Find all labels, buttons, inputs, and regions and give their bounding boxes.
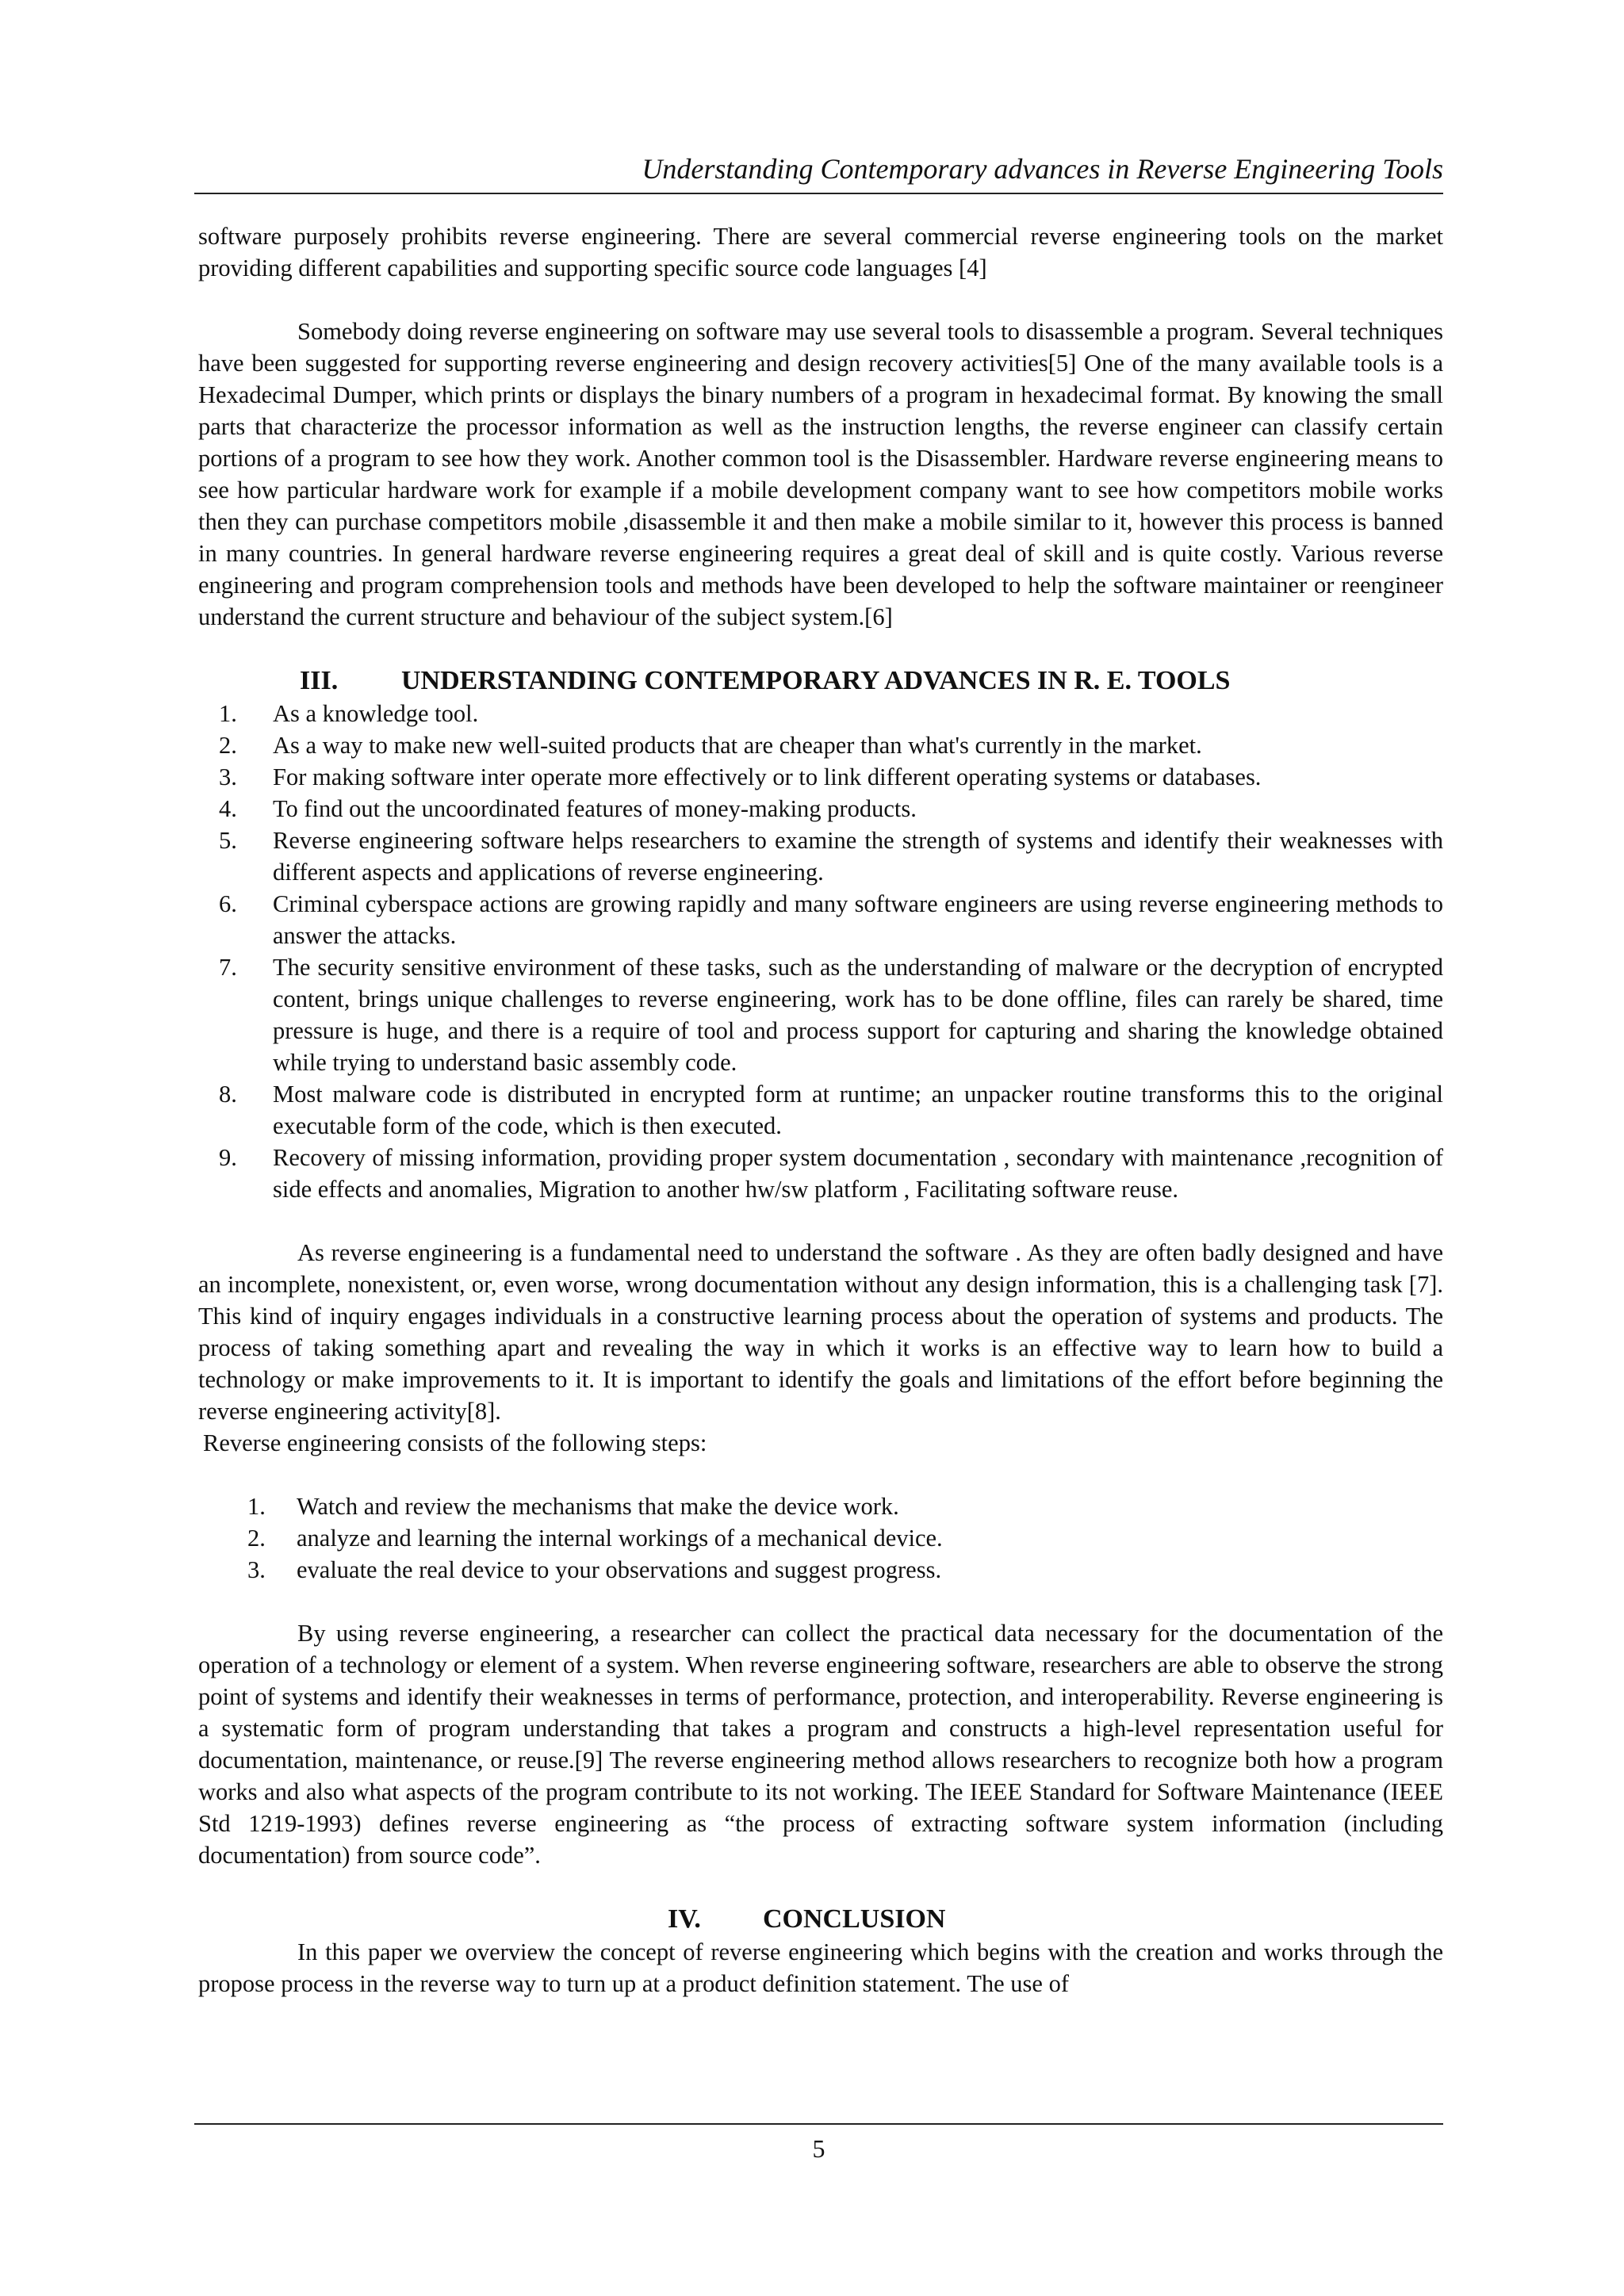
paragraph-steps-intro: Reverse engineering consists of the following steps:: [203, 1429, 707, 1456]
section-heading-4: [198, 1903, 1443, 1936]
list-item: [198, 1078, 1443, 1142]
running-header: Understanding Contemporary advances in Reverse Engineering Tools: [642, 153, 1443, 185]
list-number: 4.: [219, 795, 237, 822]
list-text: Recovery of missing information, providing proper system documentation , secondary with maintenance ,recognition of side effects and anomalies, Migration to another hw/sw platform , Facilitating software reuse.: [273, 1144, 1443, 1203]
paragraph-conclusion: In this paper we overview the concept of reverse engineering which begins with the creation and works through the propose process in the reverse way to turn up at a product definition statement. The use of: [198, 1938, 1443, 1997]
list-number: 3.: [247, 1556, 266, 1583]
list-number: 1.: [219, 700, 237, 727]
list-number: 6.: [219, 890, 237, 917]
list-text: As a way to make new well-suited products that are cheaper than what's currently in the market.: [273, 732, 1202, 759]
section-number: III.: [300, 666, 339, 695]
footer-rule: [194, 2123, 1443, 2125]
list-item: [198, 951, 1443, 1078]
list-text: Criminal cyberspace actions are growing rapidly and many software engineers are using reverse engineering methods to answer the attacks.: [273, 890, 1443, 949]
list-item: [198, 825, 1443, 888]
list-item: [198, 1142, 1443, 1205]
list-item: [198, 1522, 1443, 1554]
list-text: As a knowledge tool.: [273, 700, 479, 727]
list-number: 9.: [219, 1144, 237, 1171]
list-item: [198, 729, 1443, 761]
list-text: Reverse engineering software helps researchers to examine the strength of systems and identify their weaknesses with different aspects and applications of reverse engineering.: [273, 827, 1443, 886]
list-text: Most malware code is distributed in encrypted form at runtime; an unpacker routine transforms this to the original executable form of the code, which is then executed.: [273, 1081, 1443, 1139]
list-item: [198, 1554, 1443, 1586]
paragraph-tools: Somebody doing reverse engineering on software may use several tools to disassemble a program. Several techniques have been suggested for supporting reverse engineering and design recovery activities[5] One of the many available tools is a Hexadecimal Dumper, which prints or displays the binary numbers of a program in hexadecimal format. By knowing the small parts that characterize the processor information as well as the instruction lengths, the reverse engineer can classify certain portions of a program to see how they work. Another common tool is the Disassembler. Hardware reverse engineering means to see how particular hardware work for example if a mobile development company want to see how competitors mobile works then they can purchase competitors mobile ,disassemble it and then make a mobile similar to it, however this process is banned in many countries. In general hardware reverse engineering requires a great deal of skill and is quite costly. Various reverse engineering and program comprehension tools and methods have been developed to help the software maintainer or reengineer understand the current structure and behaviour of the subject system.[6]: [198, 318, 1443, 630]
list-number: 7.: [219, 954, 237, 981]
list-text: Watch and review the mechanisms that make the device work.: [297, 1493, 899, 1520]
list-number: 1.: [247, 1493, 266, 1520]
list-text: analyze and learning the internal workings of a mechanical device.: [297, 1525, 943, 1552]
list-text: To find out the uncoordinated features of money-making products.: [273, 795, 917, 822]
list-item: [198, 1490, 1443, 1522]
list-item: [198, 698, 1443, 729]
list-number: 2.: [247, 1525, 266, 1552]
section-heading-3: [198, 664, 1443, 698]
list-number: 3.: [219, 763, 237, 790]
section-title: UNDERSTANDING CONTEMPORARY ADVANCES IN R. E. TOOLS: [401, 666, 1231, 695]
page-body: [198, 220, 1443, 1999]
section-title: CONCLUSION: [763, 1904, 946, 1934]
steps-list: [198, 1490, 1443, 1586]
list-item: [198, 793, 1443, 825]
list-text: For making software inter operate more effectively or to link different operating systems or databases.: [273, 763, 1262, 790]
list-number: 2.: [219, 732, 237, 759]
advances-list: [198, 698, 1443, 1205]
list-number: 5.: [219, 827, 237, 854]
section-number: IV.: [668, 1904, 701, 1934]
header-rule: [194, 193, 1443, 194]
paragraph-practical-data: By using reverse engineering, a researcher can collect the practical data necessary for the documentation of the operation of a technology or element of a system. When reverse engineering software, researchers are able to observe the strong point of systems and identify their weaknesses in terms of performance, protection, and interoperability. Reverse engineering is a systematic form of program understanding that takes a program and constructs a high-level representation useful for documentation, maintenance, or reuse.[9] The reverse engineering method allows researchers to recognize both how a program works and also what aspects of the program contribute to its not working. The IEEE Standard for Software Maintenance (IEEE Std 1219-1993) defines reverse engineering as “the process of extracting software system information (including documentation) from source code”.: [198, 1620, 1443, 1869]
list-text: The security sensitive environment of these tasks, such as the understanding of malware or the decryption of encrypted content, brings unique challenges to reverse engineering, work has to be done offline, files can rarely be shared, time pressure is huge, and there is a require of tool and process support for capturing and sharing the knowledge obtained while trying to understand basic assembly code.: [273, 954, 1443, 1076]
list-number: 8.: [219, 1081, 237, 1108]
paragraph-fundamental-need: As reverse engineering is a fundamental need to understand the software . As they are often badly designed and have an incomplete, nonexistent, or, even worse, wrong documentation without any design information, this is a challenging task [7]. This kind of inquiry engages individuals in a constructive learning process about the operation of systems and products. The process of taking something apart and revealing the way in which it works is an effective way to learn how to build a technology or make improvements to it. It is important to identify the goals and limitations of the effort before beginning the reverse engineering activity[8].: [198, 1239, 1443, 1425]
paragraph-continuation: software purposely prohibits reverse engineering. There are several commercial reverse engineering tools on the market providing different capabilities and supporting specific source code languages [4]: [198, 223, 1443, 281]
list-item: [198, 761, 1443, 793]
list-text: evaluate the real device to your observations and suggest progress.: [297, 1556, 942, 1583]
list-item: [198, 888, 1443, 951]
page-number: 5: [812, 2134, 825, 2163]
